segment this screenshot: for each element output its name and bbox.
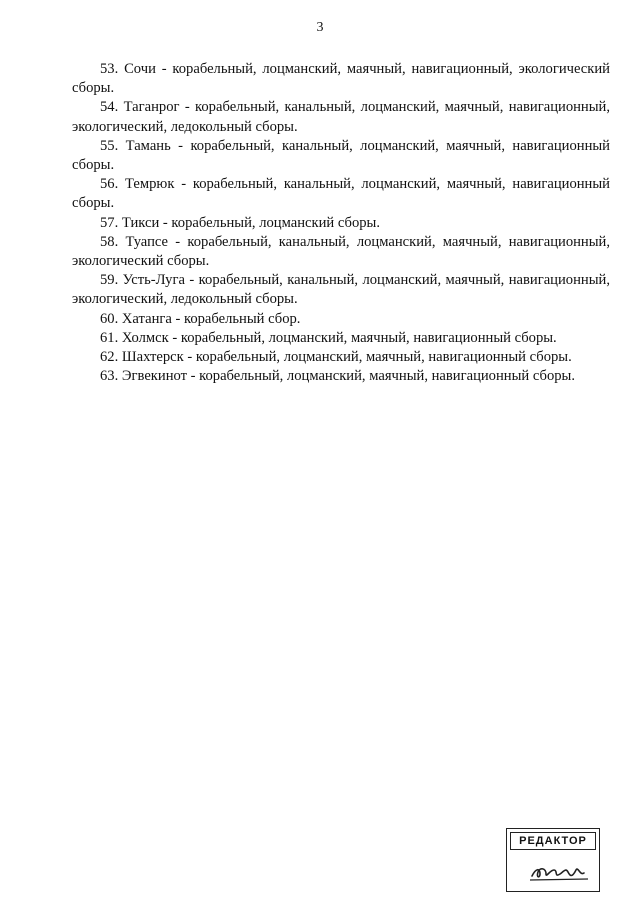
- document-body: [72, 60, 610, 386]
- list-item: 58. Туапсе - корабельный, канальный, лоцманский, маячный, навигационный, экологический сборы.: [72, 233, 610, 270]
- list-item: 62. Шахтерск - корабельный, лоцманский, маячный, навигационный сборы.: [100, 349, 572, 366]
- stamp-title: РЕДАКТОР: [510, 832, 596, 850]
- list-item: 54. Таганрог - корабельный, канальный, лоцманский, маячный, навигационный, экологический, ледокольный сборы.: [72, 99, 610, 135]
- list-item: 60. Хатанга - корабельный сбор.: [100, 310, 301, 327]
- list-item: 56. Темрюк - корабельный, канальный, лоцманский, маячный, навигационный сборы.: [72, 176, 610, 212]
- editor-stamp: [506, 828, 602, 894]
- page-number: 3: [316, 20, 324, 35]
- list-item: 53. Сочи - корабельный, лоцманский, маячный, навигационный, экологический сборы.: [72, 61, 610, 97]
- list-item: 63. Эгвекинот - корабельный, лоцманский, маячный, навигационный сборы.: [100, 368, 575, 385]
- signature-icon: [510, 856, 600, 886]
- list-item: 61. Холмск - корабельный, лоцманский, маячный, навигационный сборы.: [100, 329, 557, 346]
- list-item: 57. Тикси - корабельный, лоцманский сборы.: [100, 214, 380, 231]
- list-item: 59. Усть-Луга - корабельный, канальный, лоцманский, маячный, навигационный, экологический, ледокольный сборы.: [72, 272, 610, 308]
- list-item: 55. Тамань - корабельный, канальный, лоцманский, маячный, навигационный сборы.: [72, 137, 610, 174]
